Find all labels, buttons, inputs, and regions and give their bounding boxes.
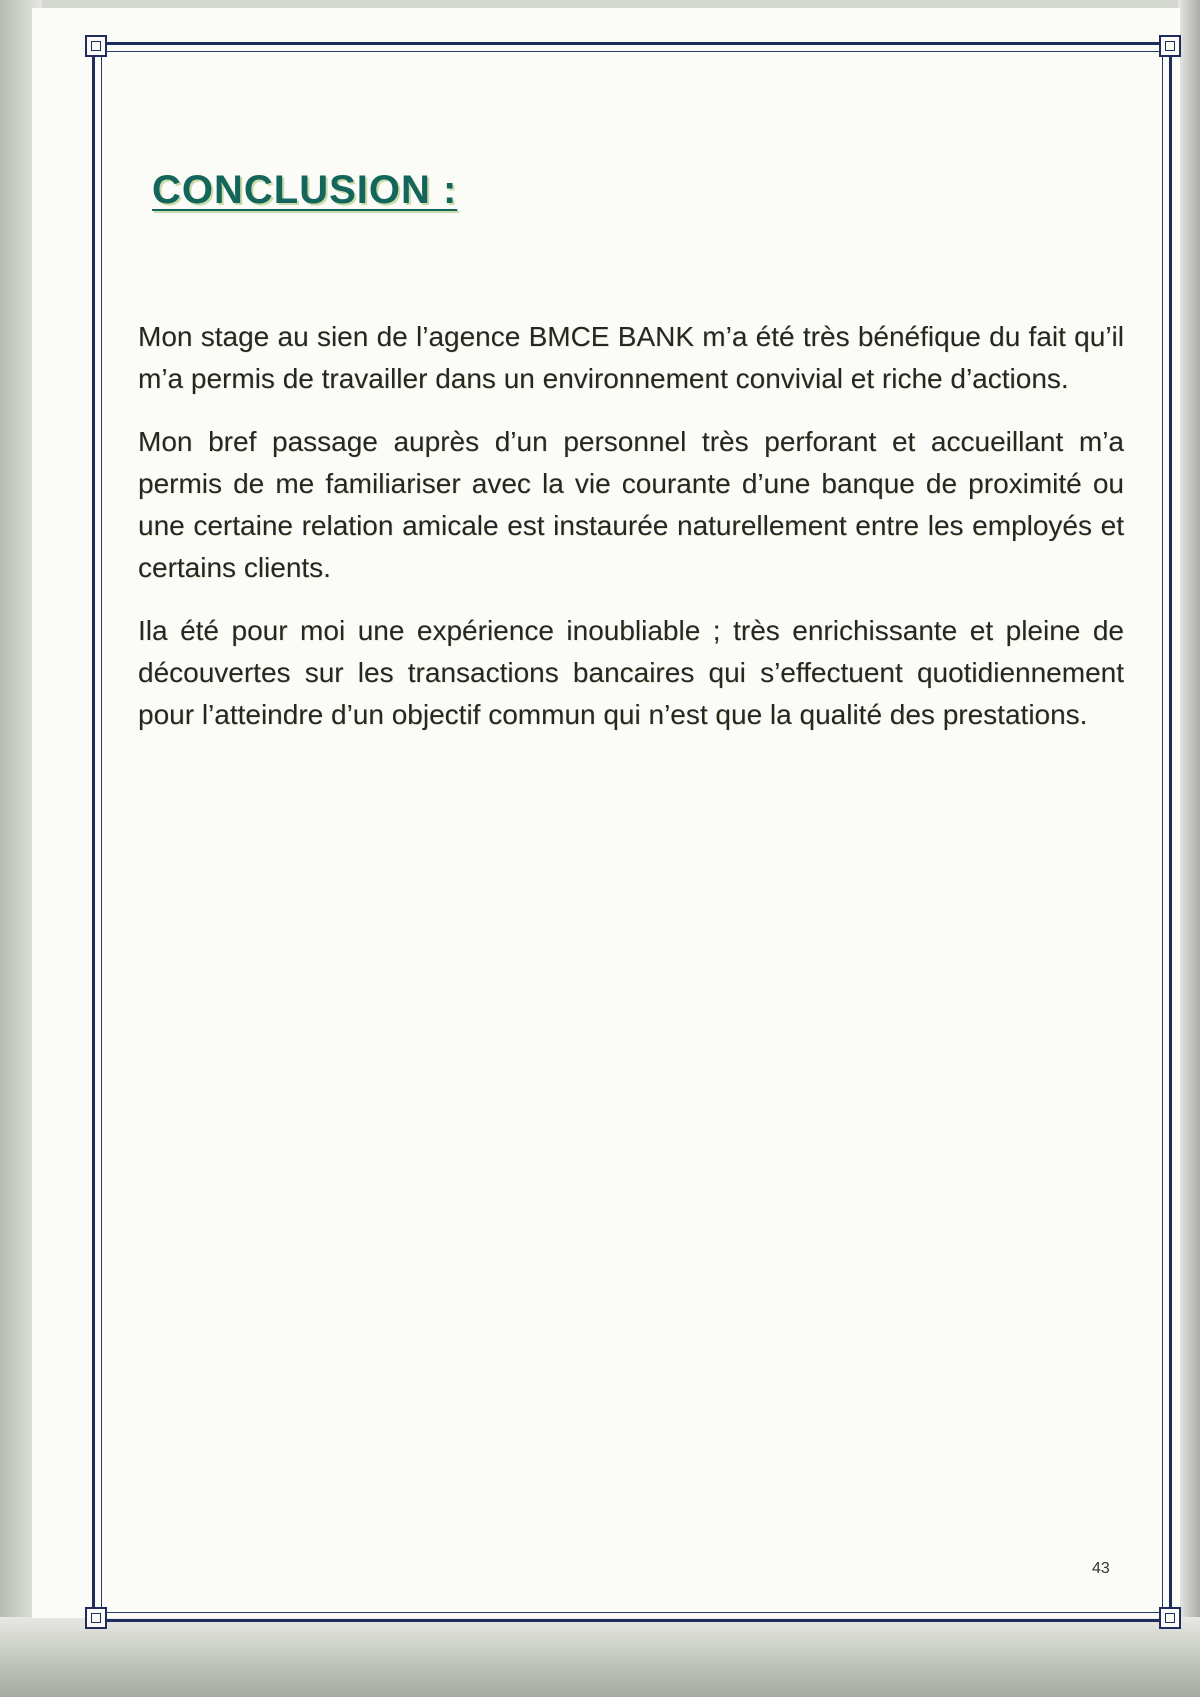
scan-edge-right [1178,0,1200,1697]
page-number: 43 [1092,1560,1110,1577]
section-title: CONCLUSION : [152,168,458,212]
corner-ornament-top-right [1159,35,1181,57]
body-text [138,316,1124,757]
scan-edge-bottom [0,1617,1200,1697]
corner-ornament-bottom-left [85,1607,107,1629]
paragraph: Ila été pour moi une expérience inoubliable ; très enrichissante et pleine de découvertes sur les transactions bancaires qui s’effectuent quotidiennement pour l’atteindre d’un objectif commun qui n’est que la qualité des prestations. [138,615,1124,730]
corner-ornament-top-left [85,35,107,57]
corner-ornament-bottom-right [1159,1607,1181,1629]
scan-edge-top [0,0,1200,8]
paragraph: Mon stage au sien de l’agence BMCE BANK m’a été très bénéfique du fait qu’il m’a permis de travailler dans un environnement convivial et riche d’actions. [138,321,1124,394]
paragraph: Mon bref passage auprès d’un personnel très perforant et accueillant m’a permis de me familiariser avec la vie courante d’une banque de proximité ou une certaine relation amicale est instaurée naturellement entre les employés et certains clients. [138,426,1124,583]
page-border-inner [101,51,1163,1613]
